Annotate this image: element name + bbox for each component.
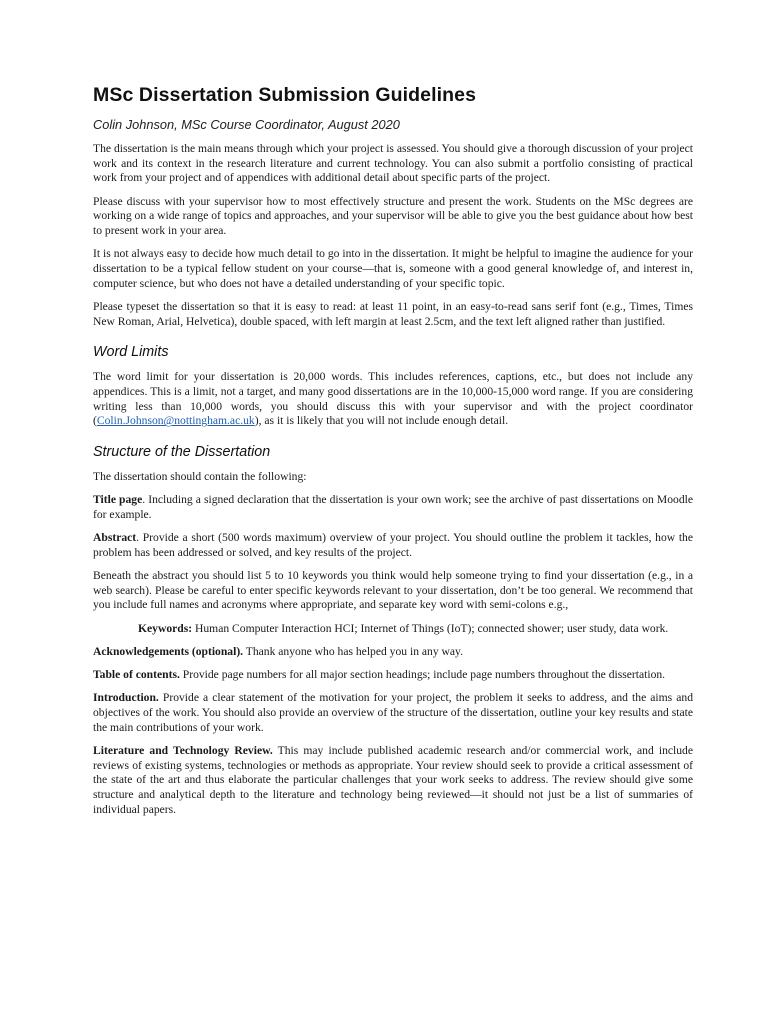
structure-heading: Structure of the Dissertation [93, 444, 271, 461]
keywords-text: Human Computer Interaction HCI; Internet of Things (IoT); connected shower; user study, data work. [192, 621, 669, 635]
document-title: MSc Dissertation Submission Guidelines [93, 84, 477, 106]
acknowledgements-item [93, 645, 693, 660]
title-page-label: Title page [93, 493, 143, 507]
coordinator-email-link[interactable]: Colin.Johnson@nottingham.ac.uk [96, 414, 255, 428]
keywords-example [93, 622, 693, 637]
abstract-text: . Provide a short (500 words maximum) overview of your project. You should outline the problem it tackles, how the problem has been addressed or solved, and key results of the project. [93, 531, 693, 559]
toc-text: Provide page numbers for all major section headings; include page numbers throughout the dissertation. [179, 668, 666, 682]
intro-paragraph-3: It is not always easy to decide how much detail to go into in the dissertation. It might be helpful to imagine the audience for your dissertation to be a typical fellow student on your course—that is, someone with a good general knowledge of, and interest in, computer science, but who does not have a detailed understanding of your specific topic. [93, 247, 693, 290]
acknowledgements-label: Acknowledgements (optional). [93, 644, 244, 658]
word-limits-text-1: The word limit for your dissertation is 20,000 words. This includes references, captions, etc., but does not include any appendices. This is a limit, not a target, and many good dissertations are in the 10,000-15,000 word range. If you are considering writing less than 10,000 words, you should discuss this with your supervisor and with the project coordinator ( [93, 370, 693, 428]
structure-lead: The dissertation should contain the following: [93, 470, 307, 484]
acknowledgements-text: Thank anyone who has helped you in any way. [243, 644, 463, 658]
word-limits-heading: Word Limits [93, 344, 169, 361]
author-line: Colin Johnson, MSc Course Coordinator, August 2020 [93, 117, 400, 132]
abstract-label: Abstract [93, 531, 137, 545]
keywords-label: Keywords: [138, 621, 193, 635]
title-page-item [93, 493, 693, 522]
keywords-guidance: Beneath the abstract you should list 5 to 10 keywords you think would help someone trying to find your dissertation (e.g., in a web search). Please be careful to enter specific keywords relevant to your dissertation, don’t be too general. We recommend that you include full names and acronyms where appropriate, and separate key word with semi-colons e.g., [93, 569, 693, 612]
word-limits-text-2: ), as it is likely that you will not include enough detail. [254, 414, 509, 428]
intro-paragraph-2: Please discuss with your supervisor how to most effectively structure and present the work. Students on the MSc degrees are working on a wide range of topics and approaches, and your supervisor will be able to give you the best guidance about how best to present work in your area. [93, 194, 693, 238]
toc-item [93, 668, 693, 683]
title-page-text: . Including a signed declaration that the dissertation is your own work; see the archive of past dissertations on Moodle for example. [93, 493, 694, 521]
word-limits-paragraph [93, 370, 693, 429]
introduction-item [93, 691, 693, 735]
lit-review-text: This may include published academic research and/or commercial work, and include reviews of existing systems, technologies or methods as appropriate. Your review should seek to provide a critical assessment of the state of the art and thus elaborate the particular challenges that your work seeks to address. The review should give some structure and analytical depth to the literature and technology being reviewed—it should not just be a list of summaries of individual papers. [93, 743, 693, 816]
intro-paragraph-1: The dissertation is the main means through which your project is assessed. You should give a thorough discussion of your project work and its context in the research literature and current technology. You can also submit a portfolio consisting of practical work from your project and of appendices with additional detail about specific parts of the project. [93, 142, 693, 185]
lit-review-label: Literature and Technology Review. [93, 743, 273, 757]
abstract-item [93, 531, 693, 560]
toc-label: Table of contents. [93, 668, 180, 682]
lit-review-item [93, 744, 693, 818]
introduction-text: Provide a clear statement of the motivation for your project, the problem it seeks to address, and the aims and objectives of the work. You should also provide an overview of the structure of the dissertation, outline your key results and state the main contributions of your work. [93, 691, 693, 734]
introduction-label: Introduction. [93, 691, 159, 705]
intro-paragraph-4: Please typeset the dissertation so that it is easy to read: at least 11 point, in an easy-to-read sans serif font (e.g., Times, Times New Roman, Arial, Helvetica), double spaced, with left margin at least 2.5cm, and the text left aligned rather than justified. [93, 299, 693, 328]
